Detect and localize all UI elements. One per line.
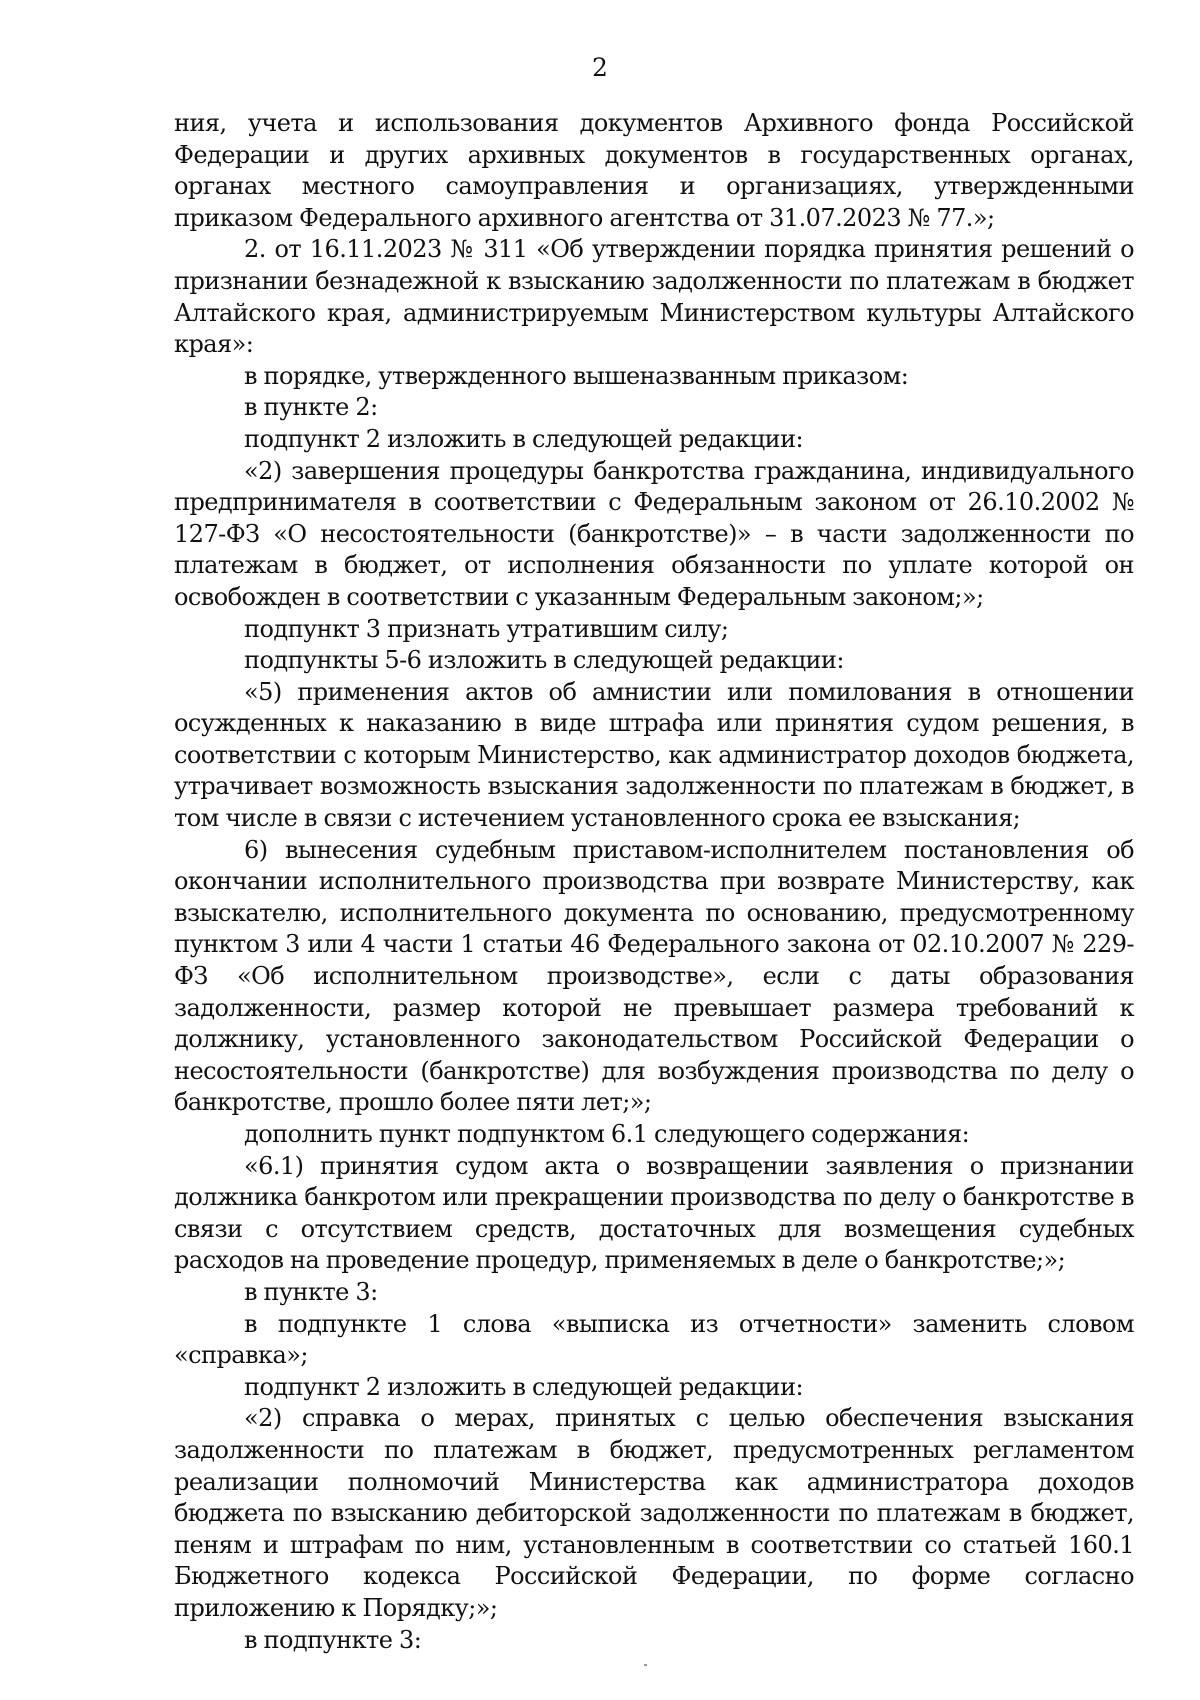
paragraph: подпункт 2 изложить в следующей редакции: — [244, 424, 804, 453]
paragraph: «5) применения актов об амнистии или помилования в отношении осужденных к наказанию в виде штрафа или принятия судом решения, в соответствии с которым Министерство, как администратор доходов бюджета, утрачивает возможность взыскания задолженности по платежам в бюджет, в том числе в связи с истечением установленного срока ее взыскания; — [174, 677, 1134, 833]
paragraph: дополнить пункт подпунктом 6.1 следующего содержания: — [244, 1120, 970, 1148]
paragraph: 6) вынесения судебным приставом-исполнителем постановления об окончании исполнительного производства при возврате Министерству, как взыскателю, исполнительного документа по основанию, предусмотренному пунктом 3 или 4 части 1 статьи 46 Федерального закона от 02.10.2007 № 229-ФЗ «Об исполнительном производстве», если с даты образования задолженности, размер которой не превышает размера требований к должнику, установленного законодательством Российской Федерации о несостоятельности (банкротстве) для возбуждения производства по делу о банкротстве, прошло более пяти лет;»; — [174, 835, 1134, 1117]
paragraph: подпункт 2 изложить в следующей редакции: — [244, 1372, 804, 1401]
paragraph: подпункты 5-6 изложить в следующей редакции: — [244, 646, 844, 675]
document-body — [174, 108, 1134, 1656]
page-number: 2 — [592, 53, 608, 82]
paragraph: в подпункте 1 слова «выписка из отчетности» заменить словом «справка»; — [174, 1309, 1134, 1370]
paragraph: в порядке, утвержденного вышеназванным приказом: — [244, 361, 909, 390]
paragraph: в пункте 2: — [244, 393, 378, 422]
paragraph: в пункте 3: — [244, 1277, 378, 1306]
paragraph: в подпункте 3: — [244, 1625, 422, 1654]
paragraph: ния, учета и использования документов Архивного фонда Российской Федерации и других архивных документов в государственных органах, органах местного самоуправления и организациях, утвержденными приказом Федерального архивного агентства от 31.07.2023 № 77.»; — [174, 109, 1134, 232]
paragraph: «6.1) принятия судом акта о возвращении заявления о признании должника банкротом или прекращении производства по делу о банкротстве в связи с отсутствием средств, достаточных для возмещения судебных расходов на проведение процедур, применяемых в деле о банкротстве;»; — [174, 1151, 1134, 1275]
paragraph: подпункт 3 признать утратившим силу; — [244, 614, 729, 643]
paragraph: 2. от 16.11.2023 № 311 «Об утверждении порядка принятия решений о признании безнадежной к взысканию задолженности по платежам в бюджет Алтайского края, администрируемым Министерством культуры Алтайского края»: — [174, 235, 1134, 359]
scan-speck — [644, 1664, 647, 1666]
paragraph: «2) завершения процедуры банкротства гражданина, индивидуального предпринимателя в соответствии с Федеральным законом от 26.10.2002 № 127-ФЗ «О несостоятельности (банкротстве)» – в части задолженности по платежам в бюджет, от исполнения обязанности по уплате которой он освобожден в соответствии с указанным Федеральным законом;»; — [174, 456, 1134, 611]
paragraph: «2) справка о мерах, принятых с целью обеспечения взыскания задолженности по платежам в бюджет, предусмотренных регламентом реализации полномочий Министерства как администратора доходов бюджета по взысканию дебиторской задолженности по платежам в бюджет, пеням и штрафам по ним, установленным в соответствии со статьей 160.1 Бюджетного кодекса Российской Федерации, по форме согласно приложению к Порядку;»; — [174, 1404, 1134, 1622]
